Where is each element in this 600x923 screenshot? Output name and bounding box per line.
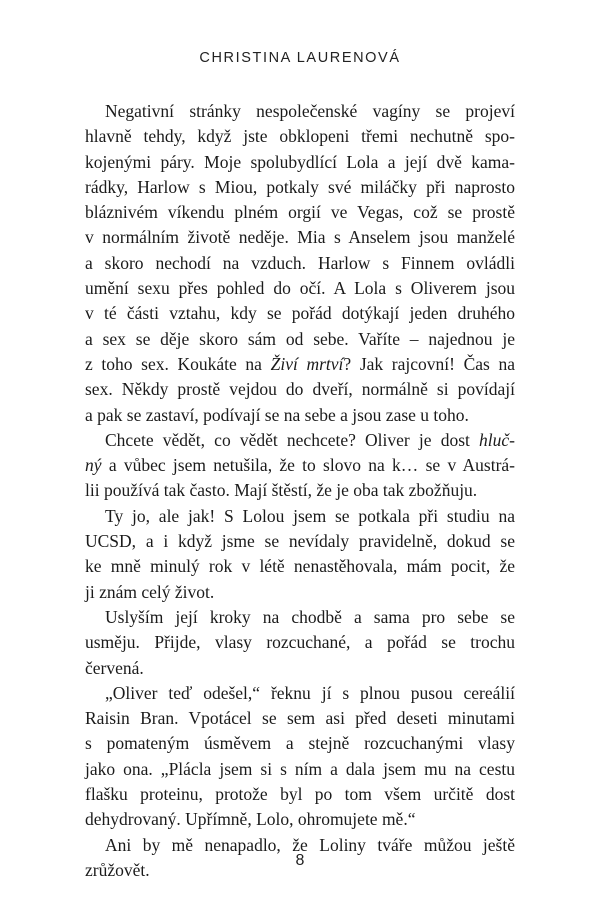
text-line: jako ona. „Plácla jsem si s ním a dala jsem mu na cestu bbox=[85, 758, 515, 779]
text-line: flašku proteinu, protože byl po tom všem určitě dost bbox=[85, 784, 515, 805]
text-line: Negativní stránky nespolečenské vagíny se projeví bbox=[105, 101, 515, 121]
text-line: umění sexu přes pohled do očí. A Lola s Oliverem jsou bbox=[85, 278, 515, 299]
paragraph bbox=[85, 428, 515, 504]
paragraph bbox=[85, 681, 515, 833]
text-line: usměju. Přijde, vlasy rozcuchané, a pořád se trochu bbox=[85, 632, 515, 653]
paragraph bbox=[85, 99, 515, 428]
text-line: s pomateným úsměvem a stejně rozcuchanými vlasy bbox=[85, 733, 515, 754]
body-text bbox=[85, 99, 515, 883]
text-line: zrůžovět. bbox=[85, 859, 150, 880]
text-line: kojenými páry. Moje spolubydlící Lola a její dvě kama- bbox=[85, 151, 515, 172]
text-line: Chcete vědět, co vědět nechcete? Oliver je dost hluč- bbox=[105, 429, 515, 450]
text-line: a sex se děje skoro sám od sebe. Vaříte – najednou je bbox=[85, 328, 515, 349]
text-line: hlavně tehdy, když jste obklopeni třemi nechutně spo- bbox=[85, 126, 515, 147]
text-line: ke mně minulý rok v létě nenastěhovala, mám pocit, že bbox=[85, 556, 515, 577]
text-line: červená. bbox=[85, 657, 144, 678]
text-line: Ani by mě nenapadlo, že Loliny tváře můžou ještě bbox=[105, 834, 515, 855]
text-line: z toho sex. Koukáte na Živí mrtví? Jak rajcovní! Čas na bbox=[85, 353, 515, 374]
text-line: bláznivém víkendu plném orgií ve Vegas, což se prostě bbox=[85, 202, 515, 223]
text-line: v té části vztahu, kdy se pořád dotýkají jeden druhého bbox=[85, 303, 515, 324]
paragraph bbox=[85, 504, 515, 605]
running-header: CHRISTINA LAURENOVÁ bbox=[199, 50, 401, 66]
text-line: UCSD, a i když jsme se nevídaly pravidelně, dokud se bbox=[85, 531, 515, 552]
text-line: Uslyším její kroky na chodbě a sama pro sebe se bbox=[105, 606, 515, 627]
text-line: lii používá tak často. Mají štěstí, že je oba tak zbožňuju. bbox=[85, 480, 478, 501]
text-line: Raisin Bran. Vpotácel se sem asi před deseti minutami bbox=[85, 708, 515, 729]
text-line: rádky, Harlow s Miou, potkaly své miláčky při naprosto bbox=[85, 176, 515, 197]
text-line: dehydrovaný. Upřímně, Lolo, ohromujete mě.“ bbox=[85, 809, 416, 830]
text-line: Ty jo, ale jak! S Lolou jsem se potkala při studiu na bbox=[105, 505, 515, 526]
text-line: „Oliver teď odešel,“ řeknu jí s plnou pusou cereálií bbox=[105, 682, 515, 703]
text-line: a pak se zastaví, podívají se na sebe a jsou zase u toho. bbox=[85, 404, 469, 425]
text-line: ji znám celý život. bbox=[85, 581, 215, 602]
text-line: a skoro nechodí na vzduch. Harlow s Finnem ovládli bbox=[85, 252, 515, 273]
page-number: 8 bbox=[295, 852, 305, 869]
paragraph bbox=[85, 605, 515, 681]
text-line: v normálním životě neděje. Mia s Anselem jsou manželé bbox=[85, 227, 515, 248]
text-line: ný a vůbec jsem netušila, že to slovo na k… se v Austrá- bbox=[85, 455, 515, 476]
text-line: sex. Někdy prostě vejdou do dveří, normálně si povídají bbox=[85, 379, 515, 400]
